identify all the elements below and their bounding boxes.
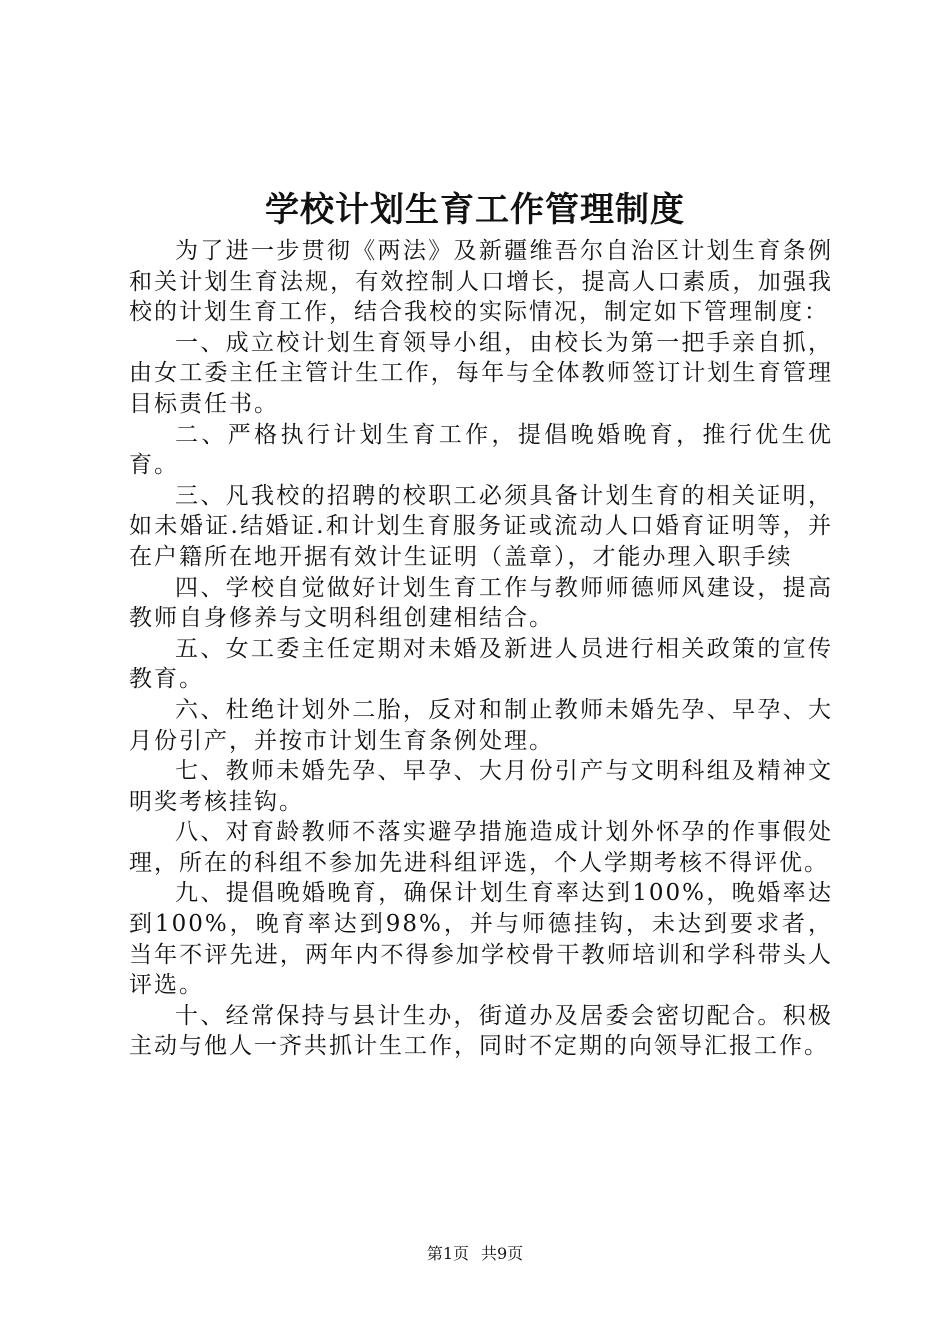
clause-4-paragraph: 四、学校自觉做好计划生育工作与教师师德师风建设，提高教师自身修养与文明科组创建相结合。 — [129, 574, 833, 632]
page-footer — [0, 1243, 950, 1265]
clause-3-paragraph: 三、凡我校的招聘的校职工必须具备计划生育的相关证明，如未婚证.结婚证.和计划生育服务证或流动人口婚育证明等，并在户籍所在地开据有效计生证明（盖章），才能办理入职手续 — [129, 482, 833, 570]
clause-2-paragraph: 二、严格执行计划生育工作，提倡晚婚晚育，推行优生优育。 — [129, 421, 833, 479]
intro-paragraph: 为了进一步贯彻《两法》及新疆维吾尔自治区计划生育条例和关计划生育法规，有效控制人口增长，提高人口素质，加强我校的计划生育工作，结合我校的实际情况，制定如下管理制度： — [129, 238, 833, 326]
clause-6-paragraph: 六、杜绝计划外二胎，反对和制止教师未婚先孕、早孕、大月份引产，并按市计划生育条例处理。 — [129, 696, 833, 754]
clause-5-paragraph: 五、女工委主任定期对未婚及新进人员进行相关政策的宣传教育。 — [129, 635, 833, 693]
clause-10-paragraph: 十、经常保持与县计生办，街道办及居委会密切配合。积极主动与他人一齐共抓计生工作，同时不定期的向领导汇报工作。 — [129, 1002, 833, 1060]
page-number: 第1页 — [426, 1244, 469, 1263]
clause-7-paragraph: 七、教师未婚先孕、早孕、大月份引产与文明科组及精神文明奖考核挂钩。 — [129, 758, 833, 815]
page-total: 共9页 — [481, 1244, 524, 1263]
document-body — [129, 236, 833, 1062]
document-title: 学校计划生育工作管理制度 — [265, 190, 685, 230]
clause-8-paragraph: 八、对育龄教师不落实避孕措施造成计划外怀孕的作事假处理，所在的科组不参加先进科组评选，个人学期考核不得评优。 — [129, 819, 833, 876]
clause-9-paragraph: 九、提倡晚婚晚育，确保计划生育率达到100%，晚婚率达到100%，晚育率达到98%，并与师德挂钩，未达到要求者，当年不评先进，两年内不得参加学校骨干教师培训和学科带头人评选。 — [129, 880, 833, 999]
clause-1-paragraph: 一、成立校计划生育领导小组，由校长为第一把手亲自抓，由女工委主任主管计生工作，每年与全体教师签订计划生育管理目标责任书。 — [129, 329, 833, 417]
